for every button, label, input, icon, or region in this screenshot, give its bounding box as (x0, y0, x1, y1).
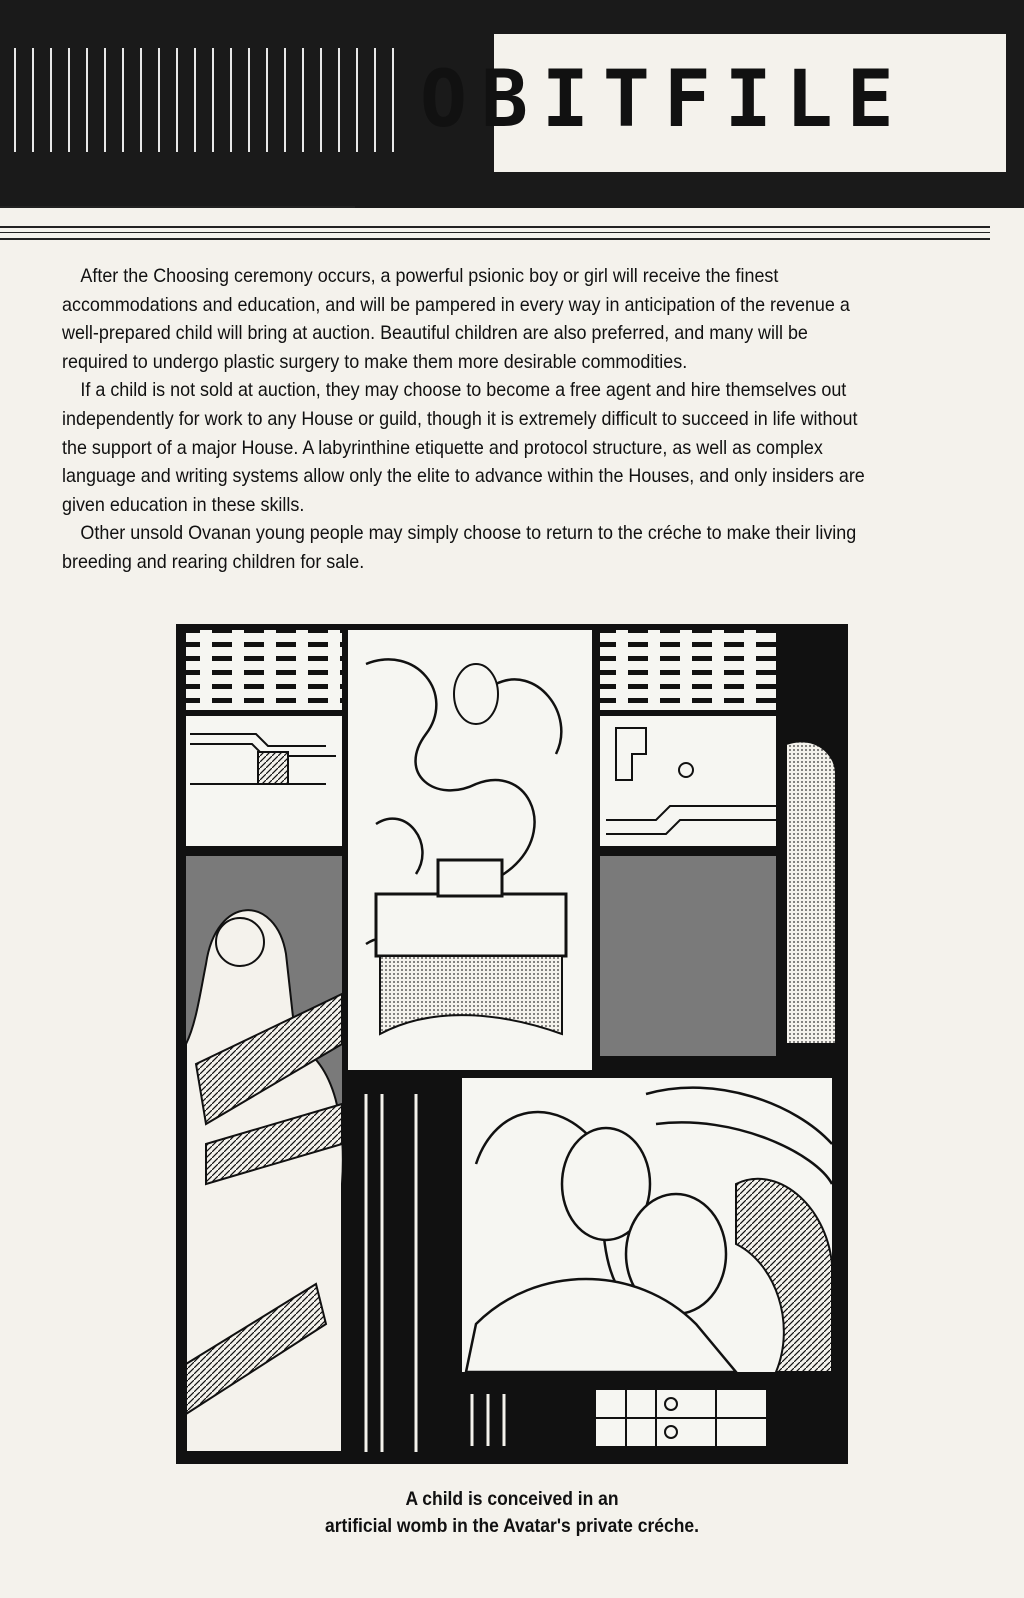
header-rule-lines (0, 200, 1024, 248)
figure-caption-line: A child is conceived in an (405, 1489, 619, 1510)
figure-caption (282, 1486, 742, 1540)
banner-stripes (14, 48, 394, 152)
article-paragraph: After the Choosing ceremony occurs, a powerful psionic boy or girl will receive the finest accommodations and education, and will be pampered in every way in anticipation of the revenue a well-prepared child will bring at auction. Beautiful children are also preferred, and many will be required to undergo plastic surgery to make them more desirable commodities. (62, 265, 850, 373)
article-paragraph: If a child is not sold at auction, they may choose to become a free agent and hire themselves out independently for work to any House or guild, though it is extremely difficult to succeed in life without the support of a major House. A labyrinthine etiquette and protocol structure, as well as complex language and writing systems allow only the elite to advance within the Houses, and only insiders are given education in these skills. (62, 379, 865, 516)
page-title-text: OBITFILE (420, 55, 908, 145)
article-body (62, 262, 872, 577)
figure-caption-line: artificial womb in the Avatar's private créche. (325, 1516, 699, 1537)
article-paragraph: Other unsold Ovanan young people may simply choose to return to the créche to make their living breeding and rearing children for sale. (62, 522, 857, 573)
header-banner (0, 0, 1024, 208)
page-title (420, 55, 940, 145)
illustration (176, 624, 848, 1464)
